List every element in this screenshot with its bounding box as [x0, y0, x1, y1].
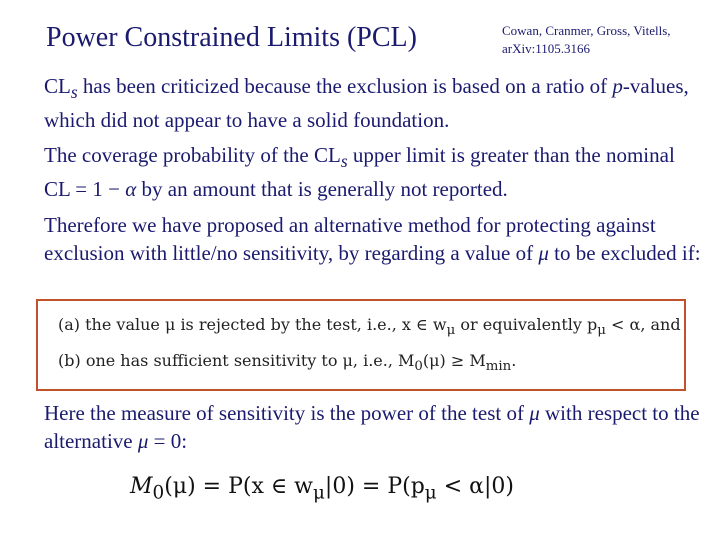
citation-arxiv: arXiv:1105.3166: [502, 41, 590, 56]
formula-d: < α|0): [436, 474, 514, 499]
p2-text-c: by an amount that is generally not reported.: [136, 177, 508, 202]
condition-a-sub: μ: [446, 323, 456, 339]
mu-symbol-3: μ: [137, 429, 149, 453]
power-formula: [130, 474, 514, 503]
slide-title: Power Constrained Limits (PCL): [46, 22, 417, 53]
p3-text-b: to be excluded if:: [548, 241, 701, 265]
p2-text-a: The coverage probability of the CL: [44, 143, 341, 167]
condition-a-rest: or equivalently p: [455, 315, 598, 334]
paragraph-alternative-method: [44, 211, 704, 267]
cls-subscript: s: [70, 82, 78, 103]
citation: [502, 22, 671, 58]
p4-text-c: = 0:: [148, 429, 188, 453]
formula-m: M: [130, 474, 153, 499]
p3-text-a: Therefore we have proposed an alternative method for protecting against exclusion with little/no sensitivity, by regarding a value of: [44, 213, 656, 265]
mu-symbol: μ: [538, 241, 549, 265]
citation-authors: Cowan, Cranmer, Gross, Vitells,: [502, 23, 671, 38]
formula-c-sub: μ: [424, 482, 437, 504]
p2-text-b: upper limit is greater than the nominal CL = 1 −: [44, 143, 675, 202]
mu-symbol-2: μ: [529, 401, 540, 425]
condition-b-sub: 0: [414, 359, 423, 375]
alpha-symbol: α: [125, 177, 137, 202]
condition-b-text: (b) one has sufficient sensitivity to μ, i.e., M: [58, 351, 415, 370]
p-italic: p: [612, 74, 623, 98]
cls-base: CL: [44, 74, 71, 98]
condition-b-rest: (μ) ≥ M: [422, 351, 486, 370]
condition-b: [58, 351, 516, 374]
p1-text-b: -values, which did not appear to have a solid foundation.: [44, 74, 689, 133]
condition-b-end: .: [511, 351, 517, 370]
paragraph-sensitivity: [44, 399, 704, 455]
formula-b-sub: μ: [312, 482, 325, 504]
condition-a-sub2: μ: [597, 323, 606, 339]
formula-c: |0) = P(p: [324, 474, 425, 499]
condition-a: [58, 315, 681, 338]
cls-subscript-2: s: [340, 151, 348, 172]
conditions-box: [36, 299, 686, 391]
formula-m-sub: 0: [152, 482, 165, 504]
condition-b-sub2: min: [485, 359, 512, 375]
formula-b: (μ) = P(x ∈ w: [164, 474, 313, 499]
p1-text-a: has been criticized because the exclusion is based on a ratio of: [77, 74, 613, 98]
condition-a-end: < α, and: [605, 315, 681, 334]
p4-text-b: with respect to the alternative: [44, 401, 700, 453]
paragraph-coverage: [44, 141, 704, 203]
condition-a-text: (a) the value μ is rejected by the test, i.e., x ∈ w: [58, 315, 447, 334]
p4-text-a: Here the measure of sensitivity is the power of the test of: [44, 401, 530, 425]
paragraph-cls-criticism: [44, 72, 704, 134]
